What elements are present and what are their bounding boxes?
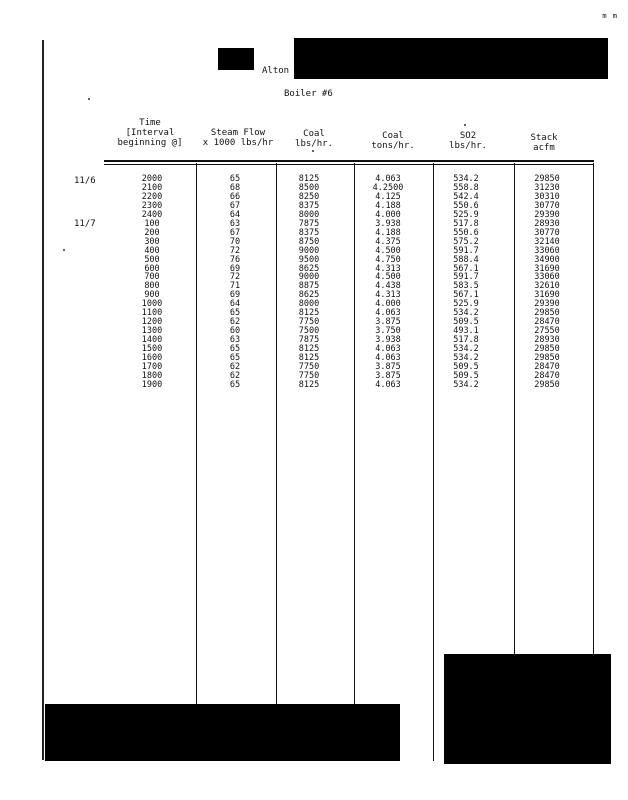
table-cell: 9000 xyxy=(298,245,320,256)
table-cell: 69 xyxy=(229,263,241,274)
table-cell: 900 xyxy=(144,290,160,301)
table-cell: 63 xyxy=(229,218,241,229)
table-cell: 28930 xyxy=(534,335,560,346)
table-cell: 300 xyxy=(144,236,160,247)
table-cell: 4.063 xyxy=(375,174,401,184)
table-cell: 65 xyxy=(229,174,241,184)
table-cell: 509.5 xyxy=(453,370,479,381)
table-cell: 3.938 xyxy=(375,218,401,229)
table-cell: 7875 xyxy=(298,335,320,346)
table-cell: 29850 xyxy=(534,344,560,355)
table-cell: 4.188 xyxy=(375,227,401,238)
scan-edge-line xyxy=(42,40,44,760)
table-cell: 534.2 xyxy=(453,379,479,390)
document-subtitle: Boiler #6 xyxy=(284,89,333,99)
table-cell: 32140 xyxy=(534,236,560,247)
table-cell: 1800 xyxy=(141,370,163,381)
header-rule xyxy=(104,164,594,165)
table-cell: 4.375 xyxy=(375,236,401,247)
table-cell: 517.8 xyxy=(453,218,479,229)
time-column xyxy=(126,175,178,390)
scan-speck xyxy=(312,150,314,152)
table-cell: 8375 xyxy=(298,200,320,211)
header-coal-tons: Coal tons/hr. xyxy=(371,131,415,151)
table-cell: 1000 xyxy=(141,299,163,310)
table-cell: 8125 xyxy=(298,379,320,390)
table-cell: 29850 xyxy=(534,353,560,364)
redaction-block xyxy=(45,704,400,761)
column-divider xyxy=(433,163,434,761)
table-cell: 8125 xyxy=(298,353,320,364)
header-stack: Stack acfm xyxy=(530,133,558,153)
table-cell: 4.2500 xyxy=(372,182,404,193)
table-cell: 71 xyxy=(229,281,241,292)
steam-flow-column xyxy=(215,175,255,390)
table-cell: 8250 xyxy=(298,191,320,202)
table-cell: 493.1 xyxy=(453,326,479,337)
table-cell: 1600 xyxy=(141,353,163,364)
table-cell: 567.1 xyxy=(453,290,479,301)
header-coal-lbs: Coal lbs/hr. xyxy=(295,129,333,149)
table-cell: 67 xyxy=(229,227,241,238)
table-cell: 8125 xyxy=(298,174,320,184)
table-cell: 517.8 xyxy=(453,335,479,346)
table-cell: 27550 xyxy=(534,326,560,337)
table-cell: 1700 xyxy=(141,362,163,373)
table-cell: 4.438 xyxy=(375,281,401,292)
table-cell: 567.1 xyxy=(453,263,479,274)
table-cell: 7750 xyxy=(298,362,320,373)
table-cell: 2200 xyxy=(141,191,163,202)
table-cell: 509.5 xyxy=(453,362,479,373)
table-cell: 4.125 xyxy=(375,191,401,202)
table-cell: 591.7 xyxy=(453,272,479,283)
table-cell: 8875 xyxy=(298,281,320,292)
table-cell: 588.4 xyxy=(453,254,479,265)
table-cell: 700 xyxy=(144,272,160,283)
table-cell: 534.2 xyxy=(453,308,479,319)
table-cell: 28930 xyxy=(534,218,560,229)
column-divider xyxy=(354,163,355,705)
redaction-block xyxy=(444,654,611,764)
table-cell: 29850 xyxy=(534,174,560,184)
column-divider xyxy=(276,163,277,705)
table-cell: 72 xyxy=(229,245,241,256)
table-cell: 558.8 xyxy=(453,182,479,193)
table-cell: 7875 xyxy=(298,218,320,229)
table-cell: 72 xyxy=(229,272,241,283)
redaction-block xyxy=(294,38,608,79)
table-cell: 31690 xyxy=(534,290,560,301)
table-cell: 583.5 xyxy=(453,281,479,292)
column-divider xyxy=(593,163,594,654)
table-cell: 28470 xyxy=(534,370,560,381)
table-cell: 4.750 xyxy=(375,254,401,265)
table-cell: 3.938 xyxy=(375,335,401,346)
scan-speck xyxy=(464,124,466,126)
table-cell: 591.7 xyxy=(453,245,479,256)
table-cell: 534.2 xyxy=(453,353,479,364)
table-cell: 1100 xyxy=(141,308,163,319)
table-cell: 34900 xyxy=(534,254,560,265)
date-label: 11/7 xyxy=(74,219,96,229)
table-cell: 542.4 xyxy=(453,191,479,202)
table-cell: 4.000 xyxy=(375,299,401,310)
table-cell: 2100 xyxy=(141,182,163,193)
table-cell: 30770 xyxy=(534,200,560,211)
table-cell: 62 xyxy=(229,317,241,328)
table-cell: 70 xyxy=(229,236,241,247)
table-cell: 28470 xyxy=(534,362,560,373)
table-cell: 509.5 xyxy=(453,317,479,328)
table-cell: 400 xyxy=(144,245,160,256)
table-cell: 64 xyxy=(229,209,241,220)
table-cell: 2300 xyxy=(141,200,163,211)
table-cell: 60 xyxy=(229,326,241,337)
table-cell: 500 xyxy=(144,254,160,265)
table-cell: 3.875 xyxy=(375,317,401,328)
table-cell: 68 xyxy=(229,182,241,193)
table-cell: 8375 xyxy=(298,227,320,238)
table-cell: 7750 xyxy=(298,370,320,381)
table-cell: 4.063 xyxy=(375,344,401,355)
table-cell: 30310 xyxy=(534,191,560,202)
table-cell: 4.500 xyxy=(375,272,401,283)
table-cell: 525.9 xyxy=(453,299,479,310)
table-cell: 2000 xyxy=(141,174,163,184)
table-cell: 600 xyxy=(144,263,160,274)
table-cell: 67 xyxy=(229,200,241,211)
table-cell: 4.063 xyxy=(375,379,401,390)
table-cell: 550.6 xyxy=(453,227,479,238)
table-cell: 1200 xyxy=(141,317,163,328)
table-cell: 65 xyxy=(229,308,241,319)
table-cell: 534.2 xyxy=(453,174,479,184)
table-cell: 9000 xyxy=(298,272,320,283)
header-time: Time [Interval beginning @] xyxy=(117,118,183,148)
table-cell: 62 xyxy=(229,362,241,373)
table-cell: 65 xyxy=(229,353,241,364)
table-cell: 2400 xyxy=(141,209,163,220)
table-cell: 800 xyxy=(144,281,160,292)
table-cell: 8000 xyxy=(298,209,320,220)
table-cell: 9500 xyxy=(298,254,320,265)
table-cell: 8000 xyxy=(298,299,320,310)
table-cell: 76 xyxy=(229,254,241,265)
header-steam-flow: Steam Flow x 1000 lbs/hr xyxy=(202,128,274,148)
coal-lbs-column xyxy=(289,175,329,390)
table-cell: 1300 xyxy=(141,326,163,337)
table-cell: 4.313 xyxy=(375,290,401,301)
table-cell: 32610 xyxy=(534,281,560,292)
table-cell: 7500 xyxy=(298,326,320,337)
table-cell: 7750 xyxy=(298,317,320,328)
table-cell: 4.000 xyxy=(375,209,401,220)
table-cell: 200 xyxy=(144,227,160,238)
scan-speck xyxy=(63,249,65,251)
table-cell: 4.500 xyxy=(375,245,401,256)
table-cell: 31690 xyxy=(534,263,560,274)
table-cell: 66 xyxy=(229,191,241,202)
stack-column xyxy=(526,175,568,390)
header-rule xyxy=(104,160,594,162)
table-cell: 64 xyxy=(229,299,241,310)
table-cell: 33060 xyxy=(534,272,560,283)
table-cell: 30770 xyxy=(534,227,560,238)
table-cell: 8125 xyxy=(298,344,320,355)
table-cell: 33060 xyxy=(534,245,560,256)
table-cell: 29390 xyxy=(534,299,560,310)
so2-column xyxy=(444,175,488,390)
table-cell: 525.9 xyxy=(453,209,479,220)
date-label: 11/6 xyxy=(74,176,96,186)
table-cell: 8750 xyxy=(298,236,320,247)
redaction-block xyxy=(218,48,254,70)
column-divider xyxy=(196,163,197,705)
table-cell: 65 xyxy=(229,379,241,390)
table-cell: 4.188 xyxy=(375,200,401,211)
table-cell: 1900 xyxy=(141,379,163,390)
table-cell: 29850 xyxy=(534,308,560,319)
scan-speck xyxy=(88,98,90,100)
column-divider xyxy=(514,163,515,654)
table-cell: 8625 xyxy=(298,263,320,274)
table-cell: 8625 xyxy=(298,290,320,301)
table-cell: 63 xyxy=(229,335,241,346)
table-cell: 550.6 xyxy=(453,200,479,211)
table-cell: 4.063 xyxy=(375,353,401,364)
table-cell: 3.875 xyxy=(375,362,401,373)
table-cell: 100 xyxy=(144,218,160,229)
table-cell: 534.2 xyxy=(453,344,479,355)
table-cell: 575.2 xyxy=(453,236,479,247)
table-cell: 65 xyxy=(229,344,241,355)
coal-tons-column xyxy=(364,175,412,390)
document-title: Alton xyxy=(262,66,290,76)
table-cell: 1400 xyxy=(141,335,163,346)
table-cell: 3.750 xyxy=(375,326,401,337)
table-cell: 1500 xyxy=(141,344,163,355)
table-cell: 29850 xyxy=(534,379,560,390)
table-cell: 29390 xyxy=(534,209,560,220)
corner-mark: m m xyxy=(602,12,618,20)
table-cell: 4.063 xyxy=(375,308,401,319)
table-cell: 28470 xyxy=(534,317,560,328)
table-cell: 62 xyxy=(229,370,241,381)
table-cell: 8500 xyxy=(298,182,320,193)
table-cell: 31230 xyxy=(534,182,560,193)
table-cell: 69 xyxy=(229,290,241,301)
table-cell: 8125 xyxy=(298,308,320,319)
header-so2: SO2 lbs/hr. xyxy=(449,131,487,151)
table-cell: 3.875 xyxy=(375,370,401,381)
table-cell: 4.313 xyxy=(375,263,401,274)
